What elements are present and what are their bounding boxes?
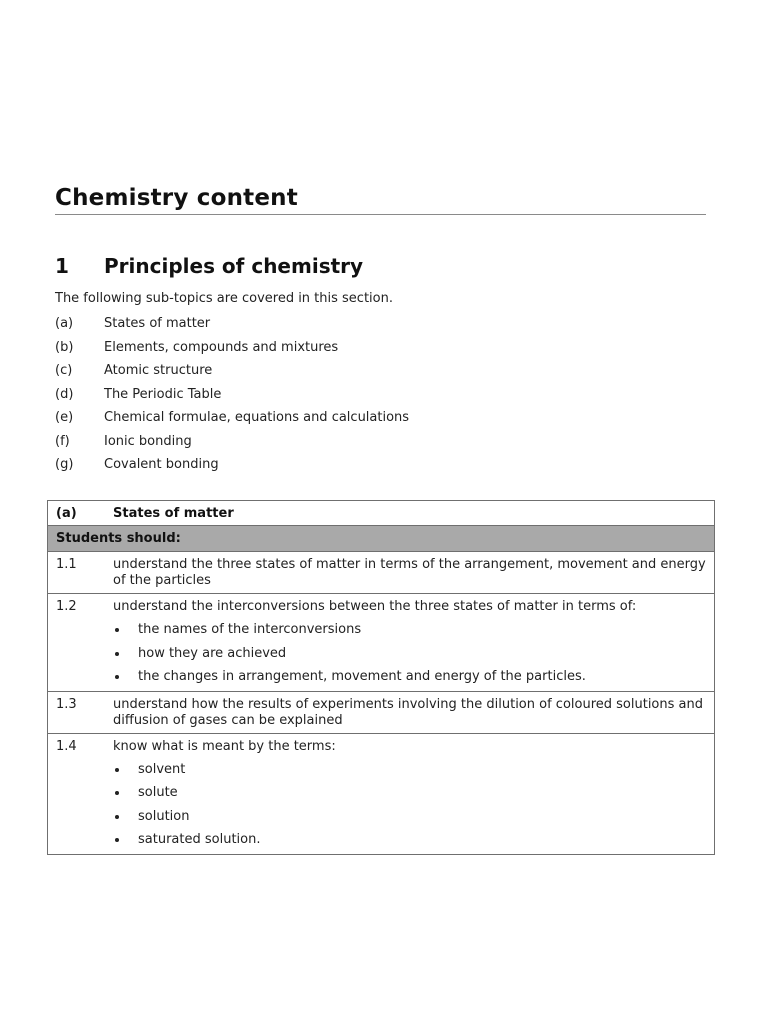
bullet-text: the changes in arrangement, movement and energy of the particles.	[138, 669, 586, 684]
bullet-icon	[115, 838, 119, 842]
table-row	[48, 551, 714, 593]
bullet-item	[113, 618, 706, 642]
bullet-list	[113, 618, 706, 689]
bullet-icon	[115, 628, 119, 632]
table-row	[48, 733, 714, 854]
subtopic-letter: (f)	[55, 433, 70, 449]
list-item	[55, 361, 409, 385]
list-item	[55, 455, 409, 479]
subtopic-letter: (d)	[55, 386, 74, 402]
row-content	[113, 599, 714, 689]
bullet-icon	[115, 652, 119, 656]
list-item	[55, 408, 409, 432]
subtopic-letter: (c)	[55, 363, 73, 378]
bullet-icon	[115, 791, 119, 795]
subtopic-label: Chemical formulae, equations and calculations	[104, 410, 410, 425]
table-header-row	[48, 501, 714, 525]
bullet-icon	[115, 815, 119, 819]
bullet-item	[113, 805, 706, 829]
row-text: understand the three states of matter in terms of the arrangement, movement and energy of the particles	[113, 557, 706, 588]
row-text: understand the interconversions between the three states of matter in terms of:	[113, 599, 637, 614]
bullet-text: the names of the interconversions	[138, 622, 362, 637]
specification-table	[47, 500, 715, 855]
bullet-icon	[115, 675, 119, 679]
bullet-text: solute	[138, 785, 178, 800]
bullet-item	[113, 781, 706, 805]
table-row	[48, 691, 714, 733]
bullet-item	[113, 828, 706, 852]
subtopic-letter: (g)	[55, 457, 74, 472]
subtopic-label: Atomic structure	[104, 363, 213, 378]
bullet-icon	[115, 768, 119, 772]
row-text: know what is meant by the terms:	[113, 738, 336, 754]
list-item	[55, 314, 409, 338]
section-intro: The following sub-topics are covered in this section.	[55, 291, 393, 306]
row-code: 1.3	[56, 696, 77, 712]
list-item	[55, 338, 409, 362]
bullet-text: how they are achieved	[138, 645, 287, 661]
section-number: 1	[55, 254, 69, 278]
list-item	[55, 432, 409, 456]
bullet-item	[113, 642, 706, 666]
row-content	[113, 697, 714, 729]
bullet-text: solvent	[138, 761, 186, 777]
list-item	[55, 385, 409, 409]
row-code: 1.1	[56, 557, 77, 572]
subtopic-letter: (a)	[55, 316, 74, 331]
page-title: Chemistry content	[55, 184, 706, 215]
subtopic-label: Ionic bonding	[104, 433, 192, 449]
bullet-text: solution	[138, 808, 190, 824]
table-header-code: (a)	[56, 505, 77, 521]
row-text: understand how the results of experiments involving the dilution of coloured solutions and diffusion of gases can be explained	[113, 696, 703, 728]
row-content	[113, 739, 714, 852]
subtopic-label: The Periodic Table	[104, 386, 222, 402]
subtopic-label: States of matter	[104, 316, 211, 331]
bullet-item	[113, 665, 706, 689]
subtopic-letter: (e)	[55, 410, 74, 425]
row-code: 1.4	[56, 738, 77, 754]
bullet-text: saturated solution.	[138, 832, 261, 847]
table-row	[48, 593, 714, 691]
table-header-title: States of matter	[113, 505, 234, 521]
section-heading	[55, 253, 363, 279]
students-should-row: Students should:	[48, 525, 714, 551]
section-title: Principles of chemistry	[104, 254, 364, 278]
subtopic-letter: (b)	[55, 339, 74, 355]
row-content	[113, 557, 714, 589]
bullet-item	[113, 758, 706, 782]
subtopic-label: Elements, compounds and mixtures	[104, 339, 339, 355]
bullet-list	[113, 758, 706, 852]
row-code: 1.2	[56, 599, 77, 614]
subtopic-list	[55, 314, 409, 479]
subtopic-label: Covalent bonding	[104, 457, 219, 472]
